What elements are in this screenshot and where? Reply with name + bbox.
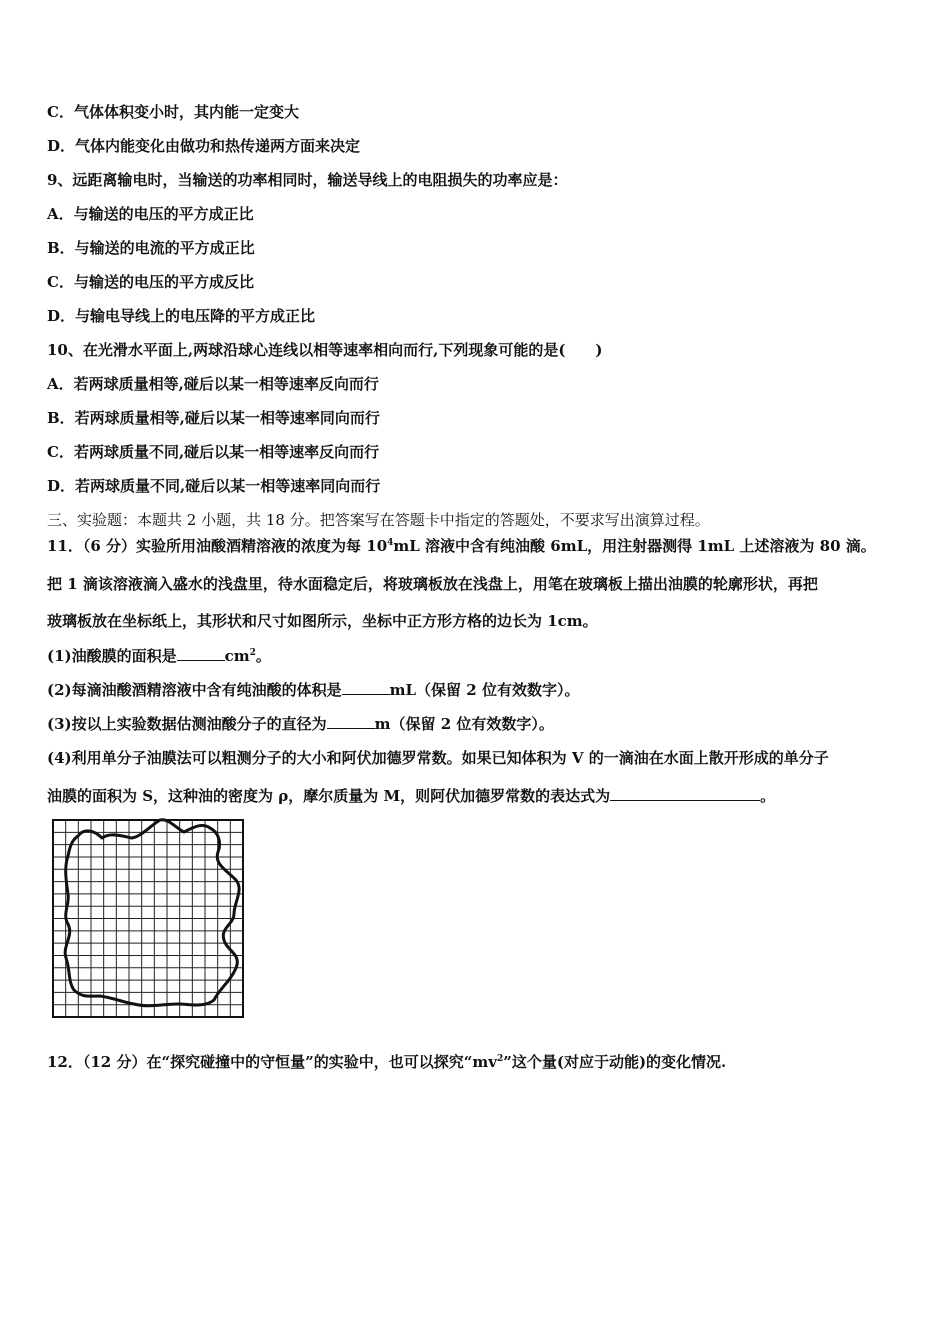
- answer-blank-1: [177, 646, 225, 661]
- q8-option-c: C．气体体积变小时，其内能一定变大: [47, 103, 299, 121]
- q11-line-2: 把 1 滴该溶液滴入盛水的浅盘里，待水面稳定后，将玻璃板放在浅盘上，用笔在玻璃板上描出油膜的轮廓形状，再把: [47, 575, 818, 593]
- q11-part-2: (2)每滴油酸酒精溶液中含有纯油酸的体积是 mL（保留 2 位有效数字）。: [47, 681, 580, 699]
- q11-part-1: (1)油酸膜的面积是 $cm^2$。: [47, 647, 271, 665]
- q10-option-b: B．若两球质量相等,碰后以某一相等速率同向而行: [47, 409, 380, 427]
- q8-option-d: D．气体内能变化由做功和热传递两方面来决定: [47, 137, 361, 155]
- q11-part-4-line-2: 油膜的面积为 S，这种油的密度为 ρ，摩尔质量为 M，则阿伏加德罗常数的表达式为 。: [47, 787, 776, 805]
- q10-stem: 10、在光滑水平面上,两球沿球心连线以相等速率相向而行,下列现象可能的是( ): [47, 341, 603, 359]
- q11-line-3: 玻璃板放在坐标纸上，其形状和尺寸如图所示，坐标中正方形方格的边长为 1cm。: [47, 612, 598, 630]
- q11-part-3: (3)按以上实验数据估测油酸分子的直径为 m（保留 2 位有效数字）。: [47, 715, 554, 733]
- q12-stem: 12．（12 分）在“探究碰撞中的守恒量”的实验中，也可以探究“$mv^2$”这个量(对应于动能)的变化情况.: [47, 1053, 727, 1071]
- q10-option-c: C．若两球质量不同,碰后以某一相等速率反向而行: [47, 443, 380, 461]
- answer-blank-3: [327, 714, 375, 729]
- q10-option-a: A．若两球质量相等,碰后以某一相等速率反向而行: [47, 375, 379, 393]
- q11-line-1: 11．（6 分）实验所用油酸酒精溶液的浓度为每 $10^4mL$ 溶液中含有纯油酸 6mL，用注射器测得 1mL 上述溶液为 80 滴。: [47, 537, 876, 555]
- q9-option-a: A．与输送的电压的平方成正比: [47, 205, 254, 223]
- q9-option-c: C．与输送的电压的平方成反比: [47, 273, 254, 291]
- q10-option-d: D．若两球质量不同,碰后以某一相等速率同向而行: [47, 477, 381, 495]
- answer-blank-2: [342, 680, 390, 695]
- q11-part-4-line-1: (4)利用单分子油膜法可以粗测分子的大小和阿伏加德罗常数。如果已知体积为 V 的一滴油在水面上散开形成的单分子: [47, 749, 829, 767]
- section-3-heading: 三、实验题：本题共 2 小题，共 18 分。把答案写在答题卡中指定的答题处，不要求写出演算过程。: [47, 511, 710, 529]
- grid-lines: [53, 820, 243, 1017]
- q9-option-d: D．与输电导线上的电压降的平方成正比: [47, 307, 316, 325]
- q9-stem: 9、远距离输电时，当输送的功率相同时，输送导线上的电阻损失的功率应是：: [47, 171, 568, 189]
- answer-blank-4: [610, 786, 760, 801]
- q9-option-b: B．与输送的电流的平方成正比: [47, 239, 255, 257]
- oil-film-grid-figure: [50, 818, 248, 1022]
